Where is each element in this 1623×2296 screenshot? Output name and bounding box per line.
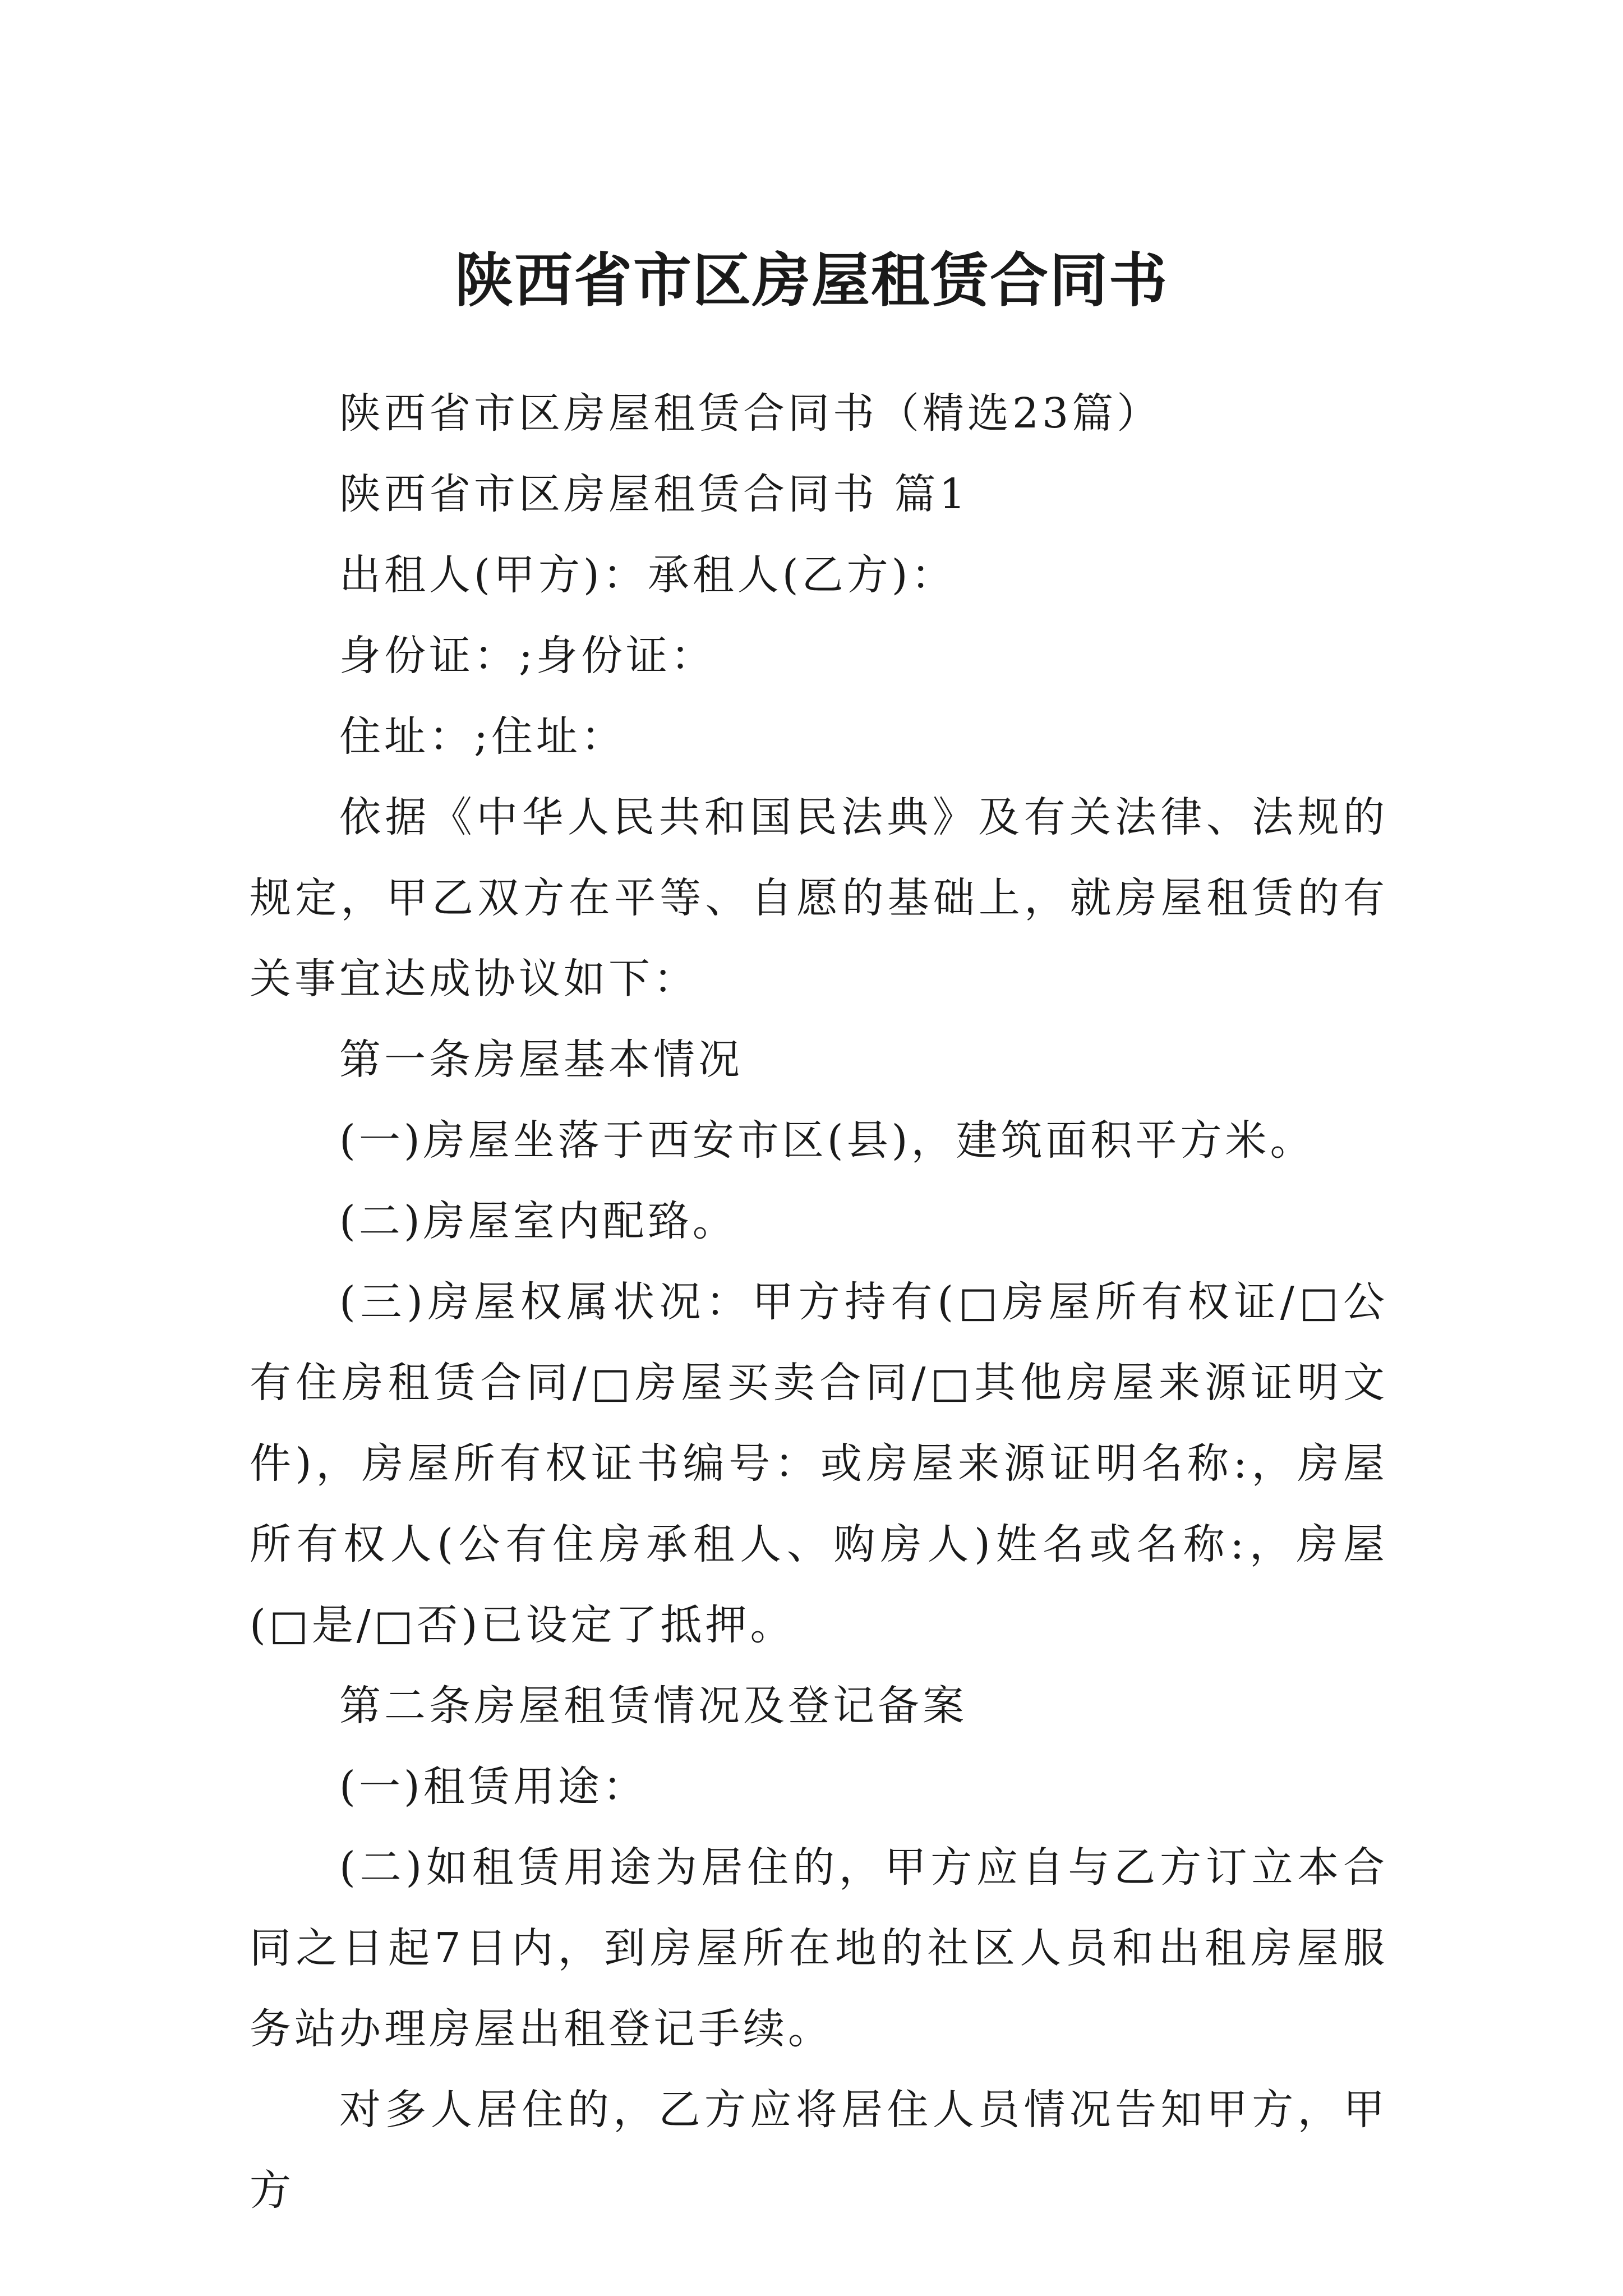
document-title: 陕西省市区房屋租赁合同书	[454, 246, 1168, 315]
paragraph-2-1: (一)租赁用途：	[339, 1763, 648, 1811]
paragraph-1-3: (三)房屋权属状况：甲方持有(□房屋所有权证/□公有住房租赁合同/□房屋买卖合同/□其他房屋来源证明文件)，房屋所有权证书编号：或房屋来源证明名称:，房屋所有权人(公有住房承租人、购房人)姓名或名称:，房屋(□是/□否)已设定了抵押。	[250, 1278, 1388, 1649]
paragraph-section-heading: 陕西省市区房屋租赁合同书 篇1	[339, 470, 969, 518]
paragraph-preamble: 依据《中华人民共和国民法典》及有关法律、法规的规定，甲乙双方在平等、自愿的基础上，就房屋租赁的有关事宜达成协议如下：	[250, 793, 1388, 1003]
paragraph-1-2: (二)房屋室内配臵。	[339, 1197, 737, 1245]
document-body	[250, 373, 1388, 2231]
paragraph-parties: 出租人(甲方)：承租人(乙方)：	[339, 551, 956, 599]
paragraph-2-3: 对多人居住的，乙方应将居住人员情况告知甲方，甲方	[250, 2086, 1388, 2215]
paragraph-addresses: 住址：;住址：	[339, 712, 626, 761]
paragraph-subtitle: 陕西省市区房屋租赁合同书（精选23篇）	[339, 389, 1162, 438]
paragraph-2-2: (二)如租赁用途为居住的，甲方应自与乙方订立本合同之日起7日内，到房屋所在地的社区人员和出租房屋服务站办理房屋出租登记手续。	[250, 1843, 1388, 2053]
paragraph-article-2: 第二条房屋租赁情况及登记备案	[339, 1682, 967, 1730]
paragraph-article-1: 第一条房屋基本情况	[339, 1036, 743, 1084]
paragraph-1-1: (一)房屋坐落于西安市区(县)，建筑面积平方米。	[339, 1116, 1315, 1165]
paragraph-id-cards: 身份证：;身份证：	[339, 632, 716, 680]
